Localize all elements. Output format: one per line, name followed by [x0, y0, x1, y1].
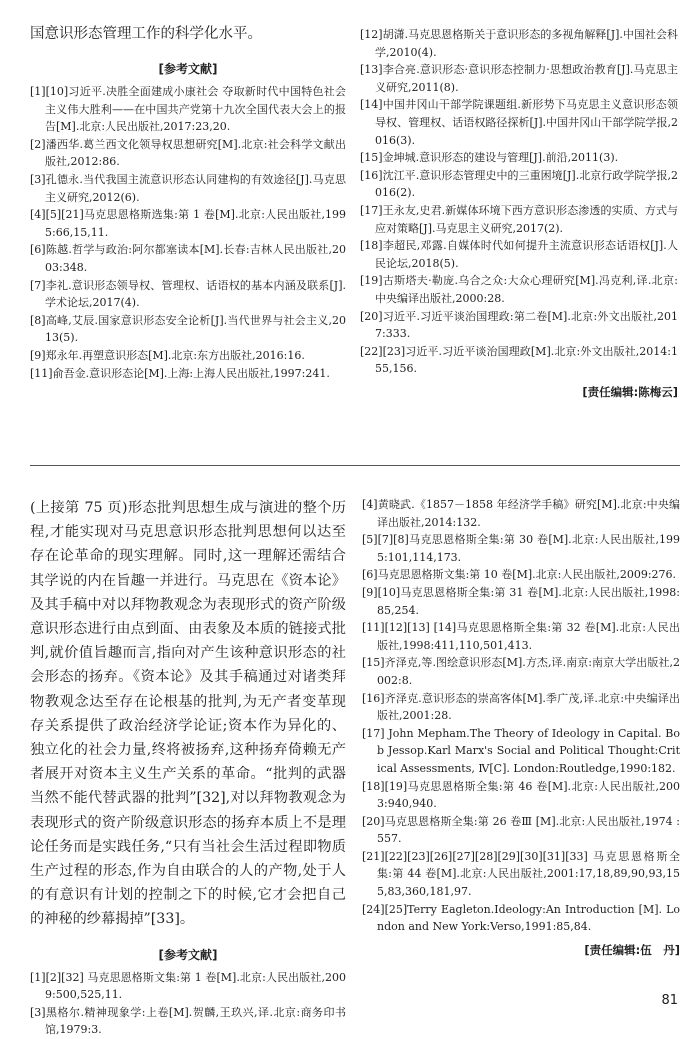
- reference-item: [18]李超民,邓露.自媒体时代如何提升主流意识形态话语权[J].人民论坛,2018(5).: [360, 239, 678, 270]
- page-number: 81: [661, 993, 678, 1008]
- reference-item: [6]陈越.哲学与政治:阿尔都塞读本[M].长春:吉林人民出版社,2003:348.: [30, 243, 346, 274]
- reference-item: [6]马克思恩格斯文集:第 10 卷[M].北京:人民出版社,2009:276.: [362, 568, 677, 582]
- reference-item: [24][25]Terry Eagleton.Ideology:An Introduction [M]. London and New York:Verso,1991:85,84.: [362, 902, 680, 934]
- reference-item: [12]胡潇.马克思恩格斯关于意识形态的多视角解释[J].中国社会科学,2010(4).: [360, 28, 678, 59]
- reference-item: [11]俞吾金.意识形态论[M].上海:上海人民出版社,1997:241.: [30, 366, 330, 380]
- top-left-column: [30, 22, 346, 382]
- bottom-right-column: [362, 496, 680, 958]
- reference-item: [5][7][8]马克思恩格斯全集:第 30 卷[M].北京:人民出版社,1995:101,114,173.: [362, 533, 680, 564]
- reference-item: [13]李合亮.意识形态·意识形态控制力·思想政治教育[J].马克思主义研究,2011(8).: [360, 63, 678, 94]
- section-divider: [30, 465, 680, 466]
- reference-item: [16]沈江平.意识形态管理史中的三重困境[J].北京行政学院学报,2016(2).: [360, 168, 678, 200]
- reference-item: [20]习近平.习近平谈治国理政:第二卷[M].北京:外文出版社,2017:333.: [360, 309, 678, 341]
- reference-item: [3]孔德永.当代我国主流意识形态认同建构的有效途径[J].马克思主义研究,2012(6).: [30, 172, 346, 204]
- reference-item: [3]黑格尔.精神现象学:上卷[M].贺麟,王玖兴,译.北京:商务印书馆,1979:3.: [30, 1005, 346, 1037]
- reference-item: [16]齐泽克.意识形态的崇高客体[M].季广茂,译.北京:中央编译出版社,2001:28.: [362, 691, 680, 723]
- intro-line: 国意识形态管理工作的科学化水平。: [30, 26, 262, 42]
- reference-item: [19]古斯塔夫·勒庞.乌合之众:大众心理研究[M].冯克利,译.北京:中央编译出版社,2000:28.: [360, 274, 678, 305]
- reference-list: [30, 83, 346, 382]
- reference-item: [4]黄晓武.《1857－1858 年经济学手稿》研究[M].北京:中央编译出版社,2014:132.: [362, 498, 680, 529]
- reference-item: [8]高峰,艾辰.国家意识形态安全论析[J].当代世界与社会主义,2013(5).: [30, 313, 346, 345]
- bottom-left-column: [30, 496, 346, 1039]
- reference-item: [22][23]习近平.习近平谈治国理政[M].北京:外文出版社,2014:155,156.: [360, 344, 678, 376]
- reference-item: [4][5][21]马克思恩格斯选集:第 1 卷[M].北京:人民出版社,1995:66,15,11.: [30, 208, 346, 239]
- reference-item: [9][10]马克思恩格斯全集:第 31 卷[M].北京:人民出版社,1998:85,254.: [362, 585, 680, 617]
- references-heading: [参考文献]: [158, 947, 218, 962]
- reference-item: [7]李礼.意识形态领导权、管理权、话语权的基本内涵及联系[J].学术论坛,2017(4).: [30, 278, 346, 310]
- reference-item: [20]马克思恩格斯全集:第 26 卷Ⅲ [M].北京:人民出版社,1974 :557.: [362, 814, 680, 846]
- reference-item: [17] John Mepham.The Theory of Ideology in Capital. Bob Jessop.Karl Marx's Social and Political Thought:Critical Assessments, Ⅳ[C]. London:Routledge,1990:182.: [362, 726, 680, 775]
- reference-item: [17]王永友,史君.新媒体环境下西方意识形态渗透的实质、方式与应对策略[J].马克思主义研究,2017(2).: [360, 203, 678, 235]
- reference-item: [1][10]习近平.决胜全面建成小康社会 夺取新时代中国特色社会主义伟大胜利——在中国共产党第十九次全国代表大会上的报告[M].北京:人民出版社,2017:23,20.: [30, 85, 346, 134]
- reference-item: [14]中国井冈山干部学院课题组.新形势下马克思主义意识形态领导权、管理权、话语权路径探析[J].中国井冈山干部学院学报,2016(3).: [360, 98, 678, 147]
- reference-item: [2]潘西华.葛兰西文化领导权思想研究[M].北京:社会科学文献出版社,2012:86.: [30, 137, 346, 169]
- reference-item: [9]郑永年.再塑意识形态[M].北京:东方出版社,2016:16.: [30, 348, 305, 362]
- reference-list: [30, 969, 346, 1039]
- responsible-editor: [责任编辑:伍 丹]: [584, 942, 680, 957]
- reference-item: [15]齐泽克,等.图绘意识形态[M].方杰,译.南京:南京大学出版社,2002:8.: [362, 656, 680, 687]
- reference-item: [1][2][32] 马克思恩格斯文集:第 1 卷[M].北京:人民出版社,2009:500,525,11.: [30, 970, 346, 1002]
- body-paragraph: (上接第 75 页)形态批判思想生成与演进的整个历程,才能实现对马克思意识形态批判思想何以达至存在论革命的现实理解。同时,这一理解还需结合其学说的内在旨趣一并进行。马克思在《资本论》及其手稿中对以拜物教观念为表现形式的资产阶级意识形态进行由点到面、由表象及本质的链接式批判,就价值旨趣而言,指向对产生该种意识形态的社会形态的扬弃。《资本论》及其手稿通过对诸类拜物教观念达至存在论根基的批判,为无产者变革现存关系提供了政治经济学论证;资本作为异化的、独立化的社会力量,终将被扬弃,这种扬弃倚赖无产者展开对资本主义生产关系的革命。“批判的武器当然不能代替武器的批判”[32],对以拜物教观念为表现形式的资产阶级意识形态的扬弃本质上不是理论任务而是实践任务,“只有当社会生活过程即物质生产过程的形态,作为自由联合的人的产物,处于人的有意识有计划的控制之下的时候,它才会把自己的神秘的纱幕揭掉”[33]。: [30, 500, 346, 928]
- responsible-editor: [责任编辑:陈梅云]: [582, 384, 678, 399]
- reference-item: [18][19]马克思恩格斯全集:第 46 卷[M].北京:人民出版社,2003:940,940.: [362, 779, 680, 811]
- reference-item: [21][22][23][26][27][28][29][30][31][33] 马克思恩格斯全集:第 44 卷[M].北京:人民出版社,2001:17,18,89,90,93,155,83,360,181,97.: [362, 849, 680, 899]
- reference-item: [11][12][13] [14]马克思恩格斯全集:第 32 卷[M].北京:人民出版社,1998:411,110,501,413.: [362, 621, 680, 652]
- reference-list: [362, 496, 680, 936]
- top-right-column: [360, 26, 678, 400]
- reference-list: [360, 26, 678, 378]
- references-heading: [参考文献]: [158, 62, 218, 76]
- reference-item: [15]金坤城.意识形态的建设与管理[J].前沿,2011(3).: [360, 151, 619, 165]
